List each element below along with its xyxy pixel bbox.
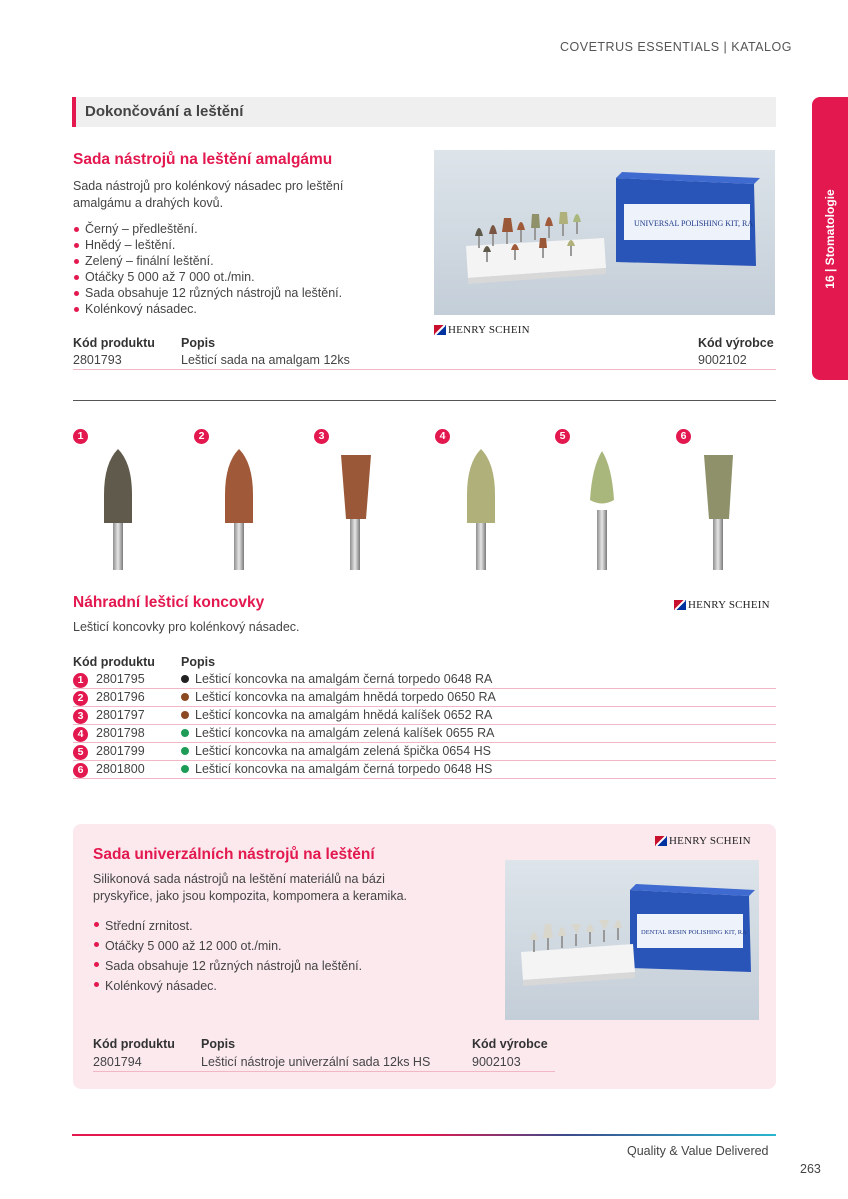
tips-row-divider	[73, 778, 776, 779]
tips-title: Náhradní lešticí koncovky	[73, 594, 265, 611]
kit2-code: 2801794	[93, 1055, 142, 1069]
kit2-col-desc: Popis	[201, 1037, 236, 1051]
tips-col-code: Kód produktu	[73, 655, 155, 669]
kit1-col-mfr: Kód výrobce	[698, 336, 774, 350]
kit1-feature: Sada obsahuje 12 různých nástrojů na leštění.	[73, 285, 413, 301]
footer-tagline: Quality & Value Delivered	[627, 1144, 769, 1158]
kit2-title: Sada univerzálních nástrojů na leštění	[93, 846, 375, 863]
kit2-box-label: DENTAL RESIN POLISHING KIT, RA	[641, 929, 747, 936]
kit2-col-code: Kód produktu	[93, 1037, 175, 1051]
kit1-feature: Otáčky 5 000 až 7 000 ot./min.	[73, 269, 413, 285]
kit1-feature: Zelený – finální leštění.	[73, 253, 413, 269]
section-heading-bar	[72, 97, 776, 127]
tips-row-code: 2801796	[96, 690, 145, 704]
henry-schein-logo: HENRY SCHEIN	[655, 835, 751, 847]
tips-row-divider	[73, 688, 776, 689]
tips-row-code: 2801795	[96, 672, 145, 686]
tip-4-image	[467, 449, 495, 570]
tips-row-divider	[73, 742, 776, 743]
section-title: Dokončování a leštění	[85, 103, 244, 120]
tip-2-image	[225, 449, 253, 570]
tips-row-code: 2801797	[96, 708, 145, 722]
tip-number-badge: 2	[194, 429, 209, 444]
kit1-feature: Kolénkový násadec.	[73, 301, 413, 317]
kit1-box-label: UNIVERSAL POLISHING KIT, RA	[634, 219, 754, 228]
footer-rule	[72, 1134, 776, 1136]
section-divider	[73, 400, 776, 401]
henry-schein-logo: HENRY SCHEIN	[674, 599, 770, 611]
tips-col-desc: Popis	[181, 655, 216, 669]
tips-row-desc	[181, 762, 492, 776]
kit1-code: 2801793	[73, 353, 122, 367]
tips-row-desc	[181, 690, 496, 704]
tips-row-number-badge: 6	[73, 763, 88, 778]
color-dot-icon	[181, 711, 189, 719]
page-number: 263	[800, 1162, 821, 1176]
tips-row-desc-text: Lešticí koncovka na amalgám černá torpedo 0648 HS	[195, 762, 493, 776]
tips-row-desc-text: Lešticí koncovka na amalgám hnědá torpedo 0650 RA	[195, 690, 496, 704]
kit1-photo-illustration	[434, 150, 775, 315]
kit2-feature: Sada obsahuje 12 různých nástrojů na leštění.	[93, 956, 453, 976]
henry-schein-mark-icon	[434, 325, 446, 335]
tips-row-code: 2801799	[96, 744, 145, 758]
kit1-product-photo	[434, 150, 775, 315]
tips-row-code: 2801798	[96, 726, 145, 740]
section-accent	[72, 97, 76, 127]
tip-number-badge: 4	[435, 429, 450, 444]
kit2-product-photo	[505, 860, 759, 1020]
kit2-description: Silikonová sada nástrojů na leštění materiálů na bázi pryskyřice, jako jsou kompozita, kompomera a keramika.	[93, 872, 408, 903]
color-dot-icon	[181, 693, 189, 701]
replacement-tips-illustration	[90, 445, 790, 575]
chapter-tab-label: 16 | Stomatologie	[823, 188, 837, 289]
kit2-feature: Střední zrnitost.	[93, 916, 453, 936]
kit1-feature: Černý – předleštění.	[73, 221, 413, 237]
tip-3-image	[341, 455, 371, 570]
color-dot-icon	[181, 765, 189, 773]
color-dot-icon	[181, 675, 189, 683]
kit1-desc: Lešticí sada na amalgam 12ks	[181, 353, 350, 367]
tips-row-code: 2801800	[96, 762, 145, 776]
tip-1-image	[104, 449, 132, 570]
tips-row-divider	[73, 724, 776, 725]
chapter-tab[interactable]	[812, 97, 848, 380]
tip-number-badge: 6	[676, 429, 691, 444]
kit1-mfr: 9002102	[698, 353, 747, 367]
tips-row-divider	[73, 760, 776, 761]
tips-row-desc-text: Lešticí koncovka na amalgám hnědá kalíšek 0652 RA	[195, 708, 493, 722]
henry-schein-mark-icon	[674, 600, 686, 610]
kit2-photo-illustration	[505, 860, 759, 1020]
kit1-col-desc: Popis	[181, 336, 216, 350]
kit1-row-divider	[73, 369, 776, 370]
tips-description: Lešticí koncovky pro kolénkový násadec.	[73, 620, 300, 634]
kit1-col-code: Kód produktu	[73, 336, 155, 350]
kit1-features	[73, 221, 413, 317]
catalog-header: COVETRUS ESSENTIALS | KATALOG	[560, 40, 792, 54]
henry-schein-mark-icon	[655, 836, 667, 846]
kit2-mfr: 9002103	[472, 1055, 521, 1069]
henry-schein-logo: HENRY SCHEIN	[434, 324, 530, 336]
kit1-description: Sada nástrojů pro kolénkový násadec pro leštění amalgámu a drahých kovů.	[73, 179, 344, 210]
tips-row-number-badge: 1	[73, 673, 88, 688]
tip-number-badge: 3	[314, 429, 329, 444]
tip-5-image	[590, 451, 614, 570]
kit2-desc: Lešticí nástroje univerzální sada 12ks HS	[201, 1055, 431, 1069]
tips-row-desc-text: Lešticí koncovka na amalgám zelená špička 0654 HS	[195, 744, 491, 758]
color-dot-icon	[181, 729, 189, 737]
tips-row-desc-text: Lešticí koncovka na amalgám zelená kalíšek 0655 RA	[195, 726, 495, 740]
kit1-title: Sada nástrojů na leštění amalgámu	[73, 151, 333, 168]
tips-row-number-badge: 5	[73, 745, 88, 760]
tip-number-badge: 1	[73, 429, 88, 444]
tips-row-desc	[181, 708, 492, 722]
tip-6-image	[704, 455, 733, 570]
tips-row-desc	[181, 726, 494, 740]
kit2-feature: Kolénkový násadec.	[93, 976, 453, 996]
tips-row-number-badge: 3	[73, 709, 88, 724]
tips-row-number-badge: 2	[73, 691, 88, 706]
tips-row-desc	[181, 744, 491, 758]
color-dot-icon	[181, 747, 189, 755]
kit2-col-mfr: Kód výrobce	[472, 1037, 548, 1051]
kit2-feature: Otáčky 5 000 až 12 000 ot./min.	[93, 936, 453, 956]
tips-row-desc	[181, 672, 492, 686]
tips-row-divider	[73, 706, 776, 707]
kit1-feature: Hnědý – leštění.	[73, 237, 413, 253]
tips-row-desc-text: Lešticí koncovka na amalgám černá torpedo 0648 RA	[195, 672, 493, 686]
tip-number-badge: 5	[555, 429, 570, 444]
tips-row-number-badge: 4	[73, 727, 88, 742]
kit2-features	[93, 916, 453, 996]
kit2-row-divider	[93, 1071, 555, 1072]
